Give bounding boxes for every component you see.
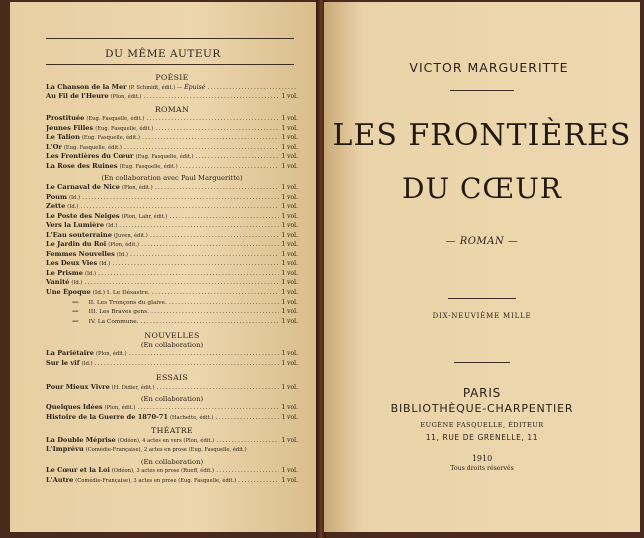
list-item [46, 250, 298, 260]
work-publisher: III. Les Braves gens. [88, 309, 149, 316]
work-volume: 1 vol. [281, 162, 298, 170]
work-volume: 1 vol. [281, 404, 298, 412]
list-item [46, 221, 298, 231]
edition-rule [448, 298, 516, 299]
leader-dots [80, 202, 279, 211]
work-volume: 1 vol. [281, 222, 298, 230]
imprint-publisher: BIBLIOTHÈQUE-CHARPENTIER [390, 402, 574, 415]
leader-dots [151, 307, 279, 316]
list-item [46, 212, 298, 222]
work-volume: 1 vol. [281, 250, 298, 258]
work-title: Une Époque [46, 288, 91, 297]
leader-dots [98, 269, 279, 278]
work-volume: 1 vol. [281, 383, 298, 391]
list-item [46, 124, 298, 134]
work-publisher: (Id.) [106, 223, 118, 230]
leader-dots [129, 349, 280, 358]
genre-label: — ROMAN — [445, 236, 519, 247]
section-title-theatre: THÉATRE [151, 426, 193, 436]
list-item [46, 436, 298, 446]
work-publisher: (Plon, édit.) [104, 405, 136, 412]
work-publisher: (Odéon), 4 actes en vers (Plon, édit.) [117, 437, 215, 444]
leader-dots [155, 183, 280, 192]
work-publisher: (Eug. Fasquelle, édit.) [119, 163, 178, 170]
work-volume: 1 vol. [281, 260, 298, 268]
work-volume: 1 vol. [281, 124, 298, 132]
list-item [46, 143, 298, 153]
leader-dots [180, 162, 280, 171]
work-publisher: (Eug. Fasquelle, édit.) [95, 125, 154, 132]
leader-dots [146, 114, 279, 123]
edition-label: DIX-NEUVIÈME MILLE [432, 312, 532, 320]
collaboration-note: (En collaboration avec Paul Margueritte) [101, 174, 243, 183]
right-page [324, 2, 640, 532]
work-volume: 1 vol. [281, 413, 298, 421]
imprint-rule [454, 362, 510, 363]
collaboration-note: (En collaboration) [140, 340, 204, 349]
leader-dots [141, 317, 280, 326]
work-title: Le Poste des Neiges [46, 211, 120, 220]
work-volume: 1 vol. [281, 241, 298, 249]
other-works-list [46, 74, 298, 485]
work-title: Le Carnaval de Nice [46, 183, 120, 192]
work-volume: 1 vol. [281, 93, 298, 101]
work-status: Épuisé [184, 83, 206, 91]
work-volume: 1 vol. [281, 467, 298, 475]
left-page [10, 2, 318, 532]
list-item [46, 307, 298, 317]
leader-dots [95, 359, 280, 368]
work-volume: 1 vol. [281, 476, 298, 484]
list-item [46, 359, 298, 369]
work-title: L'Imprévu [46, 445, 84, 454]
work-publisher: (Plon, édit.) [110, 94, 142, 101]
leader-dots [152, 288, 280, 297]
work-title: Au Fil de l'Heure [46, 92, 109, 101]
collaboration-note: (En collaboration) [140, 457, 204, 466]
leader-dots [216, 436, 279, 445]
work-volume: 1 vol. [281, 115, 298, 123]
list-item [46, 183, 298, 193]
author-rule [450, 90, 514, 91]
list-item [46, 466, 298, 476]
list-item [46, 92, 298, 102]
work-publisher: II. Les Tronçons du glaive. [88, 299, 167, 306]
work-title: Quelques Idées [46, 403, 103, 412]
work-publisher: (Juven, édit.) [113, 232, 148, 239]
work-title: — [72, 297, 79, 306]
list-item [46, 152, 298, 162]
list-item [46, 202, 298, 212]
work-title: Prostituée [46, 114, 85, 123]
list-item [46, 445, 298, 455]
work-publisher: (Id.) [68, 194, 81, 201]
work-title: Le Cœur et la Loi [46, 466, 110, 475]
work-volume: 1 vol. [281, 193, 298, 201]
imprint-editor: EUGÈNE FASQUELLE, ÉDITEUR [420, 421, 544, 429]
leader-dots [119, 221, 279, 230]
work-title: Vanité [46, 278, 70, 287]
leader-dots [84, 278, 279, 287]
leader-dots [216, 466, 279, 475]
work-publisher: (Eug. Fasquelle, édit.) [86, 116, 145, 123]
work-volume: 1 vol. [281, 317, 298, 325]
leader-dots [207, 83, 296, 92]
leader-dots [150, 231, 280, 240]
list-item [46, 317, 298, 327]
imprint-city: PARIS [462, 386, 502, 400]
leader-dots [82, 193, 279, 202]
work-volume: 1 vol. [281, 143, 298, 151]
leader-dots [169, 212, 279, 221]
leader-dots [196, 152, 280, 161]
work-title: Zette [46, 202, 66, 211]
leader-dots [157, 383, 280, 392]
heading-rule [46, 64, 294, 65]
list-item [46, 240, 298, 250]
work-volume: 1 vol. [281, 298, 298, 306]
work-publisher: (Id.) [116, 251, 128, 258]
work-volume: 1 vol. [281, 134, 298, 142]
work-title: Le Talion [46, 133, 80, 142]
leader-dots [238, 476, 279, 485]
work-publisher: (Id.) [81, 360, 93, 367]
work-publisher: (Plon, Lahr, édit.) [121, 213, 168, 220]
leader-dots [169, 298, 280, 307]
work-title: Les Deux Vies [46, 259, 98, 268]
book-title-line-2: DU CŒUR [402, 172, 562, 205]
work-title: Jeunes Filles [46, 123, 94, 132]
leader-dots [137, 403, 279, 412]
list-item [46, 383, 298, 393]
section-title-nouvelles: NOUVELLES [144, 331, 200, 341]
work-title: — [72, 307, 79, 316]
work-title: Femmes Nouvelles [46, 249, 115, 258]
list-item [46, 133, 298, 143]
list-item [46, 278, 298, 288]
work-title: L'Or [46, 142, 62, 151]
imprint-address: 11, RUE DE GRENELLE, 11 [425, 433, 539, 442]
work-title: Les Frontières du Cœur [46, 152, 134, 161]
work-publisher: (Plon, édit.) [121, 185, 153, 192]
work-title: Sur le vif [46, 358, 80, 367]
work-volume: 1 vol. [281, 153, 298, 161]
leader-dots [112, 259, 279, 268]
list-item [46, 413, 298, 423]
work-volume: 1 vol. [281, 212, 298, 220]
work-title: Histoire de la Guerre de 1870-71 [46, 412, 168, 421]
work-title: L'Eau souterraine [46, 230, 112, 239]
work-title: Le Jardin du Roi [46, 240, 107, 249]
work-publisher: (Id.) [71, 280, 83, 287]
work-title: L'Autre [46, 475, 74, 484]
work-publisher: (P. Schmidt, édit.) — [128, 84, 183, 91]
list-item [46, 476, 298, 486]
leader-dots [124, 143, 280, 152]
work-volume: 1 vol. [281, 231, 298, 239]
list-item [46, 162, 298, 172]
imprint-year: 1910 [471, 454, 493, 463]
work-volume: 1 vol. [281, 279, 298, 287]
top-rule [46, 38, 294, 39]
list-item [46, 288, 298, 298]
leader-dots [155, 124, 279, 133]
list-item [46, 114, 298, 124]
work-publisher: (Hachette, édit.) [169, 414, 214, 421]
work-volume: 1 vol. [281, 350, 298, 358]
list-item [46, 83, 298, 93]
work-title: La Pariétaire [46, 349, 94, 358]
work-publisher: (Comédie-Française), 3 actes en prose (Eug. Fasquelle, édit.) [75, 477, 237, 484]
section-title-essais: ESSAIS [155, 373, 189, 383]
work-publisher: (Plon, édit.) [95, 351, 127, 358]
rights-notice: Tous droits réservés [450, 465, 514, 472]
work-volume: 1 vol. [281, 184, 298, 192]
list-item [46, 349, 298, 359]
work-title: — [72, 316, 79, 325]
work-title: La Rose des Ruines [46, 161, 118, 170]
leader-dots [130, 250, 280, 259]
work-volume: 1 vol. [281, 308, 298, 316]
work-publisher: (Id.) [99, 261, 111, 268]
work-title: La Chanson de la Mer [46, 82, 127, 91]
work-publisher: (Eug. Fasquelle, édit.) [81, 135, 140, 142]
work-title: Pour Mieux Vivre [46, 382, 110, 391]
list-item [46, 269, 298, 279]
list-item [46, 193, 298, 203]
work-publisher: (Odéon), 3 actes en prose (Rueff, édit.) [111, 468, 215, 475]
work-title: La Double Méprise [46, 435, 116, 444]
work-title: Poum [46, 192, 67, 201]
work-publisher: (Plon, édit.) [108, 242, 140, 249]
collaboration-note: (En collaboration) [140, 394, 204, 403]
work-publisher: (Eug. Fasquelle, édit.) [135, 154, 194, 161]
leader-dots [215, 413, 279, 422]
work-title: Vers la Lumière [46, 221, 105, 230]
work-publisher: (Id.) [84, 270, 97, 277]
work-publisher: (Id.) I. Le Désastre. [92, 290, 150, 297]
list-item [46, 231, 298, 241]
work-volume: 1 vol. [281, 269, 298, 277]
work-volume: 1 vol. [281, 436, 298, 444]
work-volume: 1 vol. [281, 203, 298, 211]
work-volume: 1 vol. [281, 289, 298, 297]
work-publisher: (Eug. Fasquelle, édit.) [63, 144, 122, 151]
section-title-poesie: POÉSIE [155, 73, 189, 82]
work-publisher: (Comédie-Française), 2 actes en prose (Eug. Fasquelle, édit.) [85, 447, 247, 454]
work-volume: 1 vol. [281, 359, 298, 367]
list-item [46, 298, 298, 308]
leader-dots [142, 133, 280, 142]
leader-dots [141, 240, 279, 249]
work-publisher: (H. Didier, édit.) [111, 384, 155, 391]
other-works-heading: DU MÊME AUTEUR [105, 48, 221, 60]
work-publisher: (Id.) [67, 204, 79, 211]
section-title-roman: ROMAN [154, 104, 190, 114]
author-name: VICTOR MARGUERITTE [409, 60, 569, 75]
leader-dots [143, 92, 279, 101]
list-item [46, 403, 298, 413]
book-title-line-1: LES FRONTIÈRES [332, 118, 632, 153]
work-title: Le Prisme [46, 268, 83, 277]
list-item [46, 259, 298, 269]
work-publisher: IV. La Commune. [88, 318, 139, 325]
